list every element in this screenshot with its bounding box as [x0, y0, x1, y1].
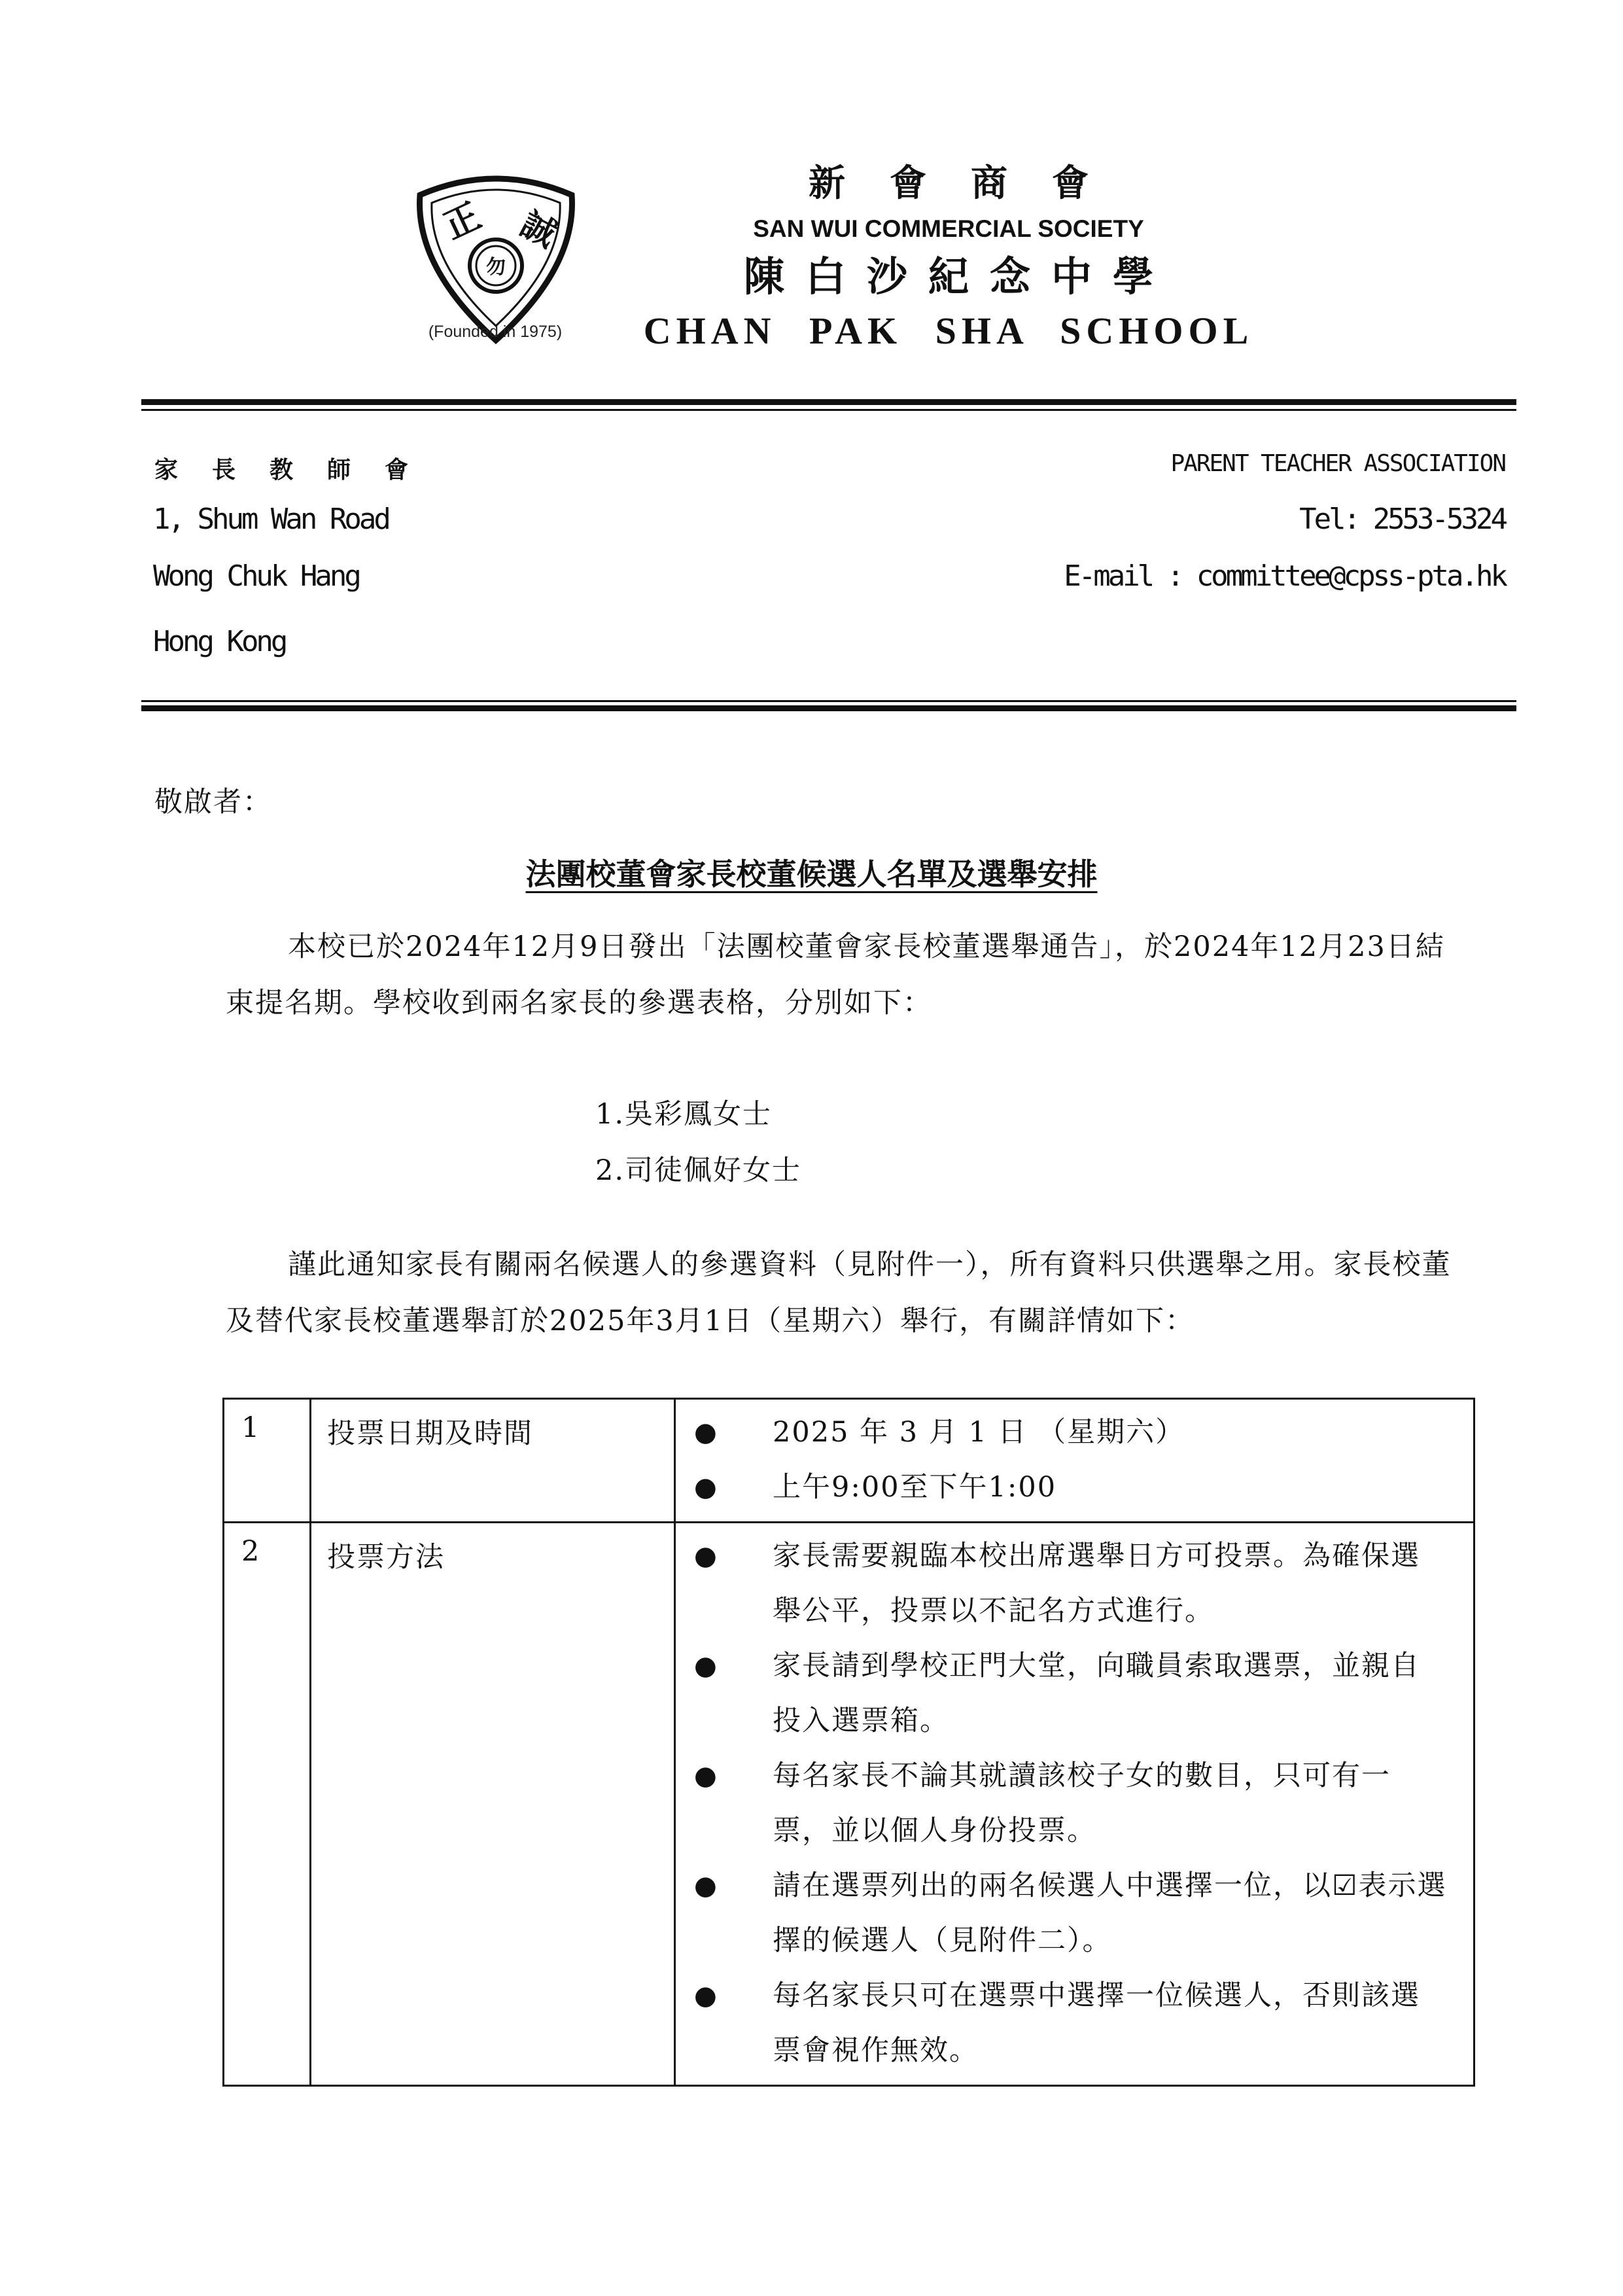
paragraph-election-details: 謹此通知家長有關兩名候選人的參選資料（見附件一），所有資料只供選舉之用。家長校董及替代家長校董選舉訂於2025年3月1日（星期六）舉行，有關詳情如下：	[226, 1248, 1452, 1337]
bullet-icon: ●	[694, 1981, 718, 2011]
row-items	[675, 1523, 1475, 2086]
header-rule-thick	[141, 399, 1516, 405]
pta-name-chinese: 家長教師會	[154, 456, 443, 484]
salutation: 敬啟者：	[154, 786, 272, 819]
list-item-text: 每名家長不論其就讀該校子女的數目，只可有一票，並以個人身份投票。	[773, 1759, 1391, 1847]
header-rule-thin	[141, 409, 1516, 411]
bullet-icon: ●	[694, 1871, 718, 1901]
svg-text:正: 正	[437, 194, 487, 247]
society-name-english: SAN WUI COMMERCIAL SOCIETY	[753, 215, 1144, 242]
pta-name-english: PARENT TEACHER ASSOCIATION	[1170, 450, 1505, 477]
list-item	[694, 1405, 1447, 1460]
contact-rule-thin	[141, 700, 1516, 702]
list-item	[694, 1968, 1447, 2078]
list-item	[694, 1460, 1447, 1515]
list-item-text: 每名家長只可在選票中選擇一位候選人，否則該選票會視作無效。	[773, 1979, 1420, 2067]
school-name-chinese: 陳白沙紀念中學	[743, 253, 1174, 300]
list-item-text: 上午9:00至下午1:00	[773, 1471, 1057, 1504]
row-label: 投票日期及時間	[311, 1399, 675, 1523]
row-label: 投票方法	[311, 1523, 675, 2086]
bullet-icon: ●	[694, 1541, 718, 1571]
list-item	[694, 1638, 1447, 1748]
row-number: 2	[224, 1523, 311, 2086]
bullet-icon: ●	[694, 1761, 718, 1791]
row-items	[675, 1399, 1475, 1523]
candidate-1: 1.吳彩鳳女士	[595, 1098, 773, 1131]
table-row	[224, 1399, 1475, 1523]
address-line-1: 1, Shum Wan Road	[153, 503, 389, 536]
bullet-icon: ●	[694, 1417, 718, 1447]
election-details-table	[222, 1398, 1475, 2087]
bullet-icon: ●	[694, 1651, 718, 1681]
founded-caption: (Founded in 1975)	[428, 323, 563, 341]
letter-title	[0, 851, 1623, 894]
school-masthead	[628, 157, 1269, 357]
email-address[interactable]: E-mail : committee@cpss-pta.hk	[1064, 559, 1505, 593]
list-item-text: 家長需要親臨本校出席選舉日方可投票。為確保選舉公平，投票以不記名方式進行。	[773, 1540, 1420, 1627]
candidate-2: 2.司徒佩好女士	[595, 1154, 802, 1187]
list-item-text: 請在選票列出的兩名候選人中選擇一位，以☑表示選擇的候選人（見附件二）。	[773, 1869, 1447, 1957]
address-line-3: Hong Kong	[153, 625, 286, 658]
paragraph-nomination: 本校已於2024年12月9日發出「法團校董會家長校董選舉通告」，於2024年12月23日結束提名期。學校收到兩名家長的參選表格，分別如下：	[226, 930, 1445, 1019]
candidate-list	[595, 1086, 801, 1199]
list-item-text: 家長請到學校正門大堂，向職員索取選票，並親自投入選票箱。	[773, 1650, 1420, 1737]
letter-title-text: 法團校董會家長校董候選人名單及選舉安排	[525, 857, 1098, 892]
list-item	[694, 1528, 1447, 1638]
society-name-chinese: 新會商會	[809, 162, 1133, 205]
list-item-text: 2025 年 3 月 1 日 （星期六）	[773, 1416, 1185, 1449]
svg-text:誠: 誠	[514, 203, 563, 255]
list-item	[694, 1858, 1447, 1968]
contact-rule-thick	[141, 705, 1516, 711]
telephone: Tel: 2553-5324	[1299, 503, 1505, 536]
row-number: 1	[224, 1399, 311, 1523]
list-item	[694, 1748, 1447, 1858]
table-row	[224, 1523, 1475, 2086]
svg-text:勿: 勿	[486, 256, 506, 279]
school-name-english: CHAN PAK SHA SCHOOL	[643, 309, 1254, 352]
bullet-icon: ●	[694, 1472, 718, 1502]
address-line-2: Wong Chuk Hang	[153, 559, 359, 593]
